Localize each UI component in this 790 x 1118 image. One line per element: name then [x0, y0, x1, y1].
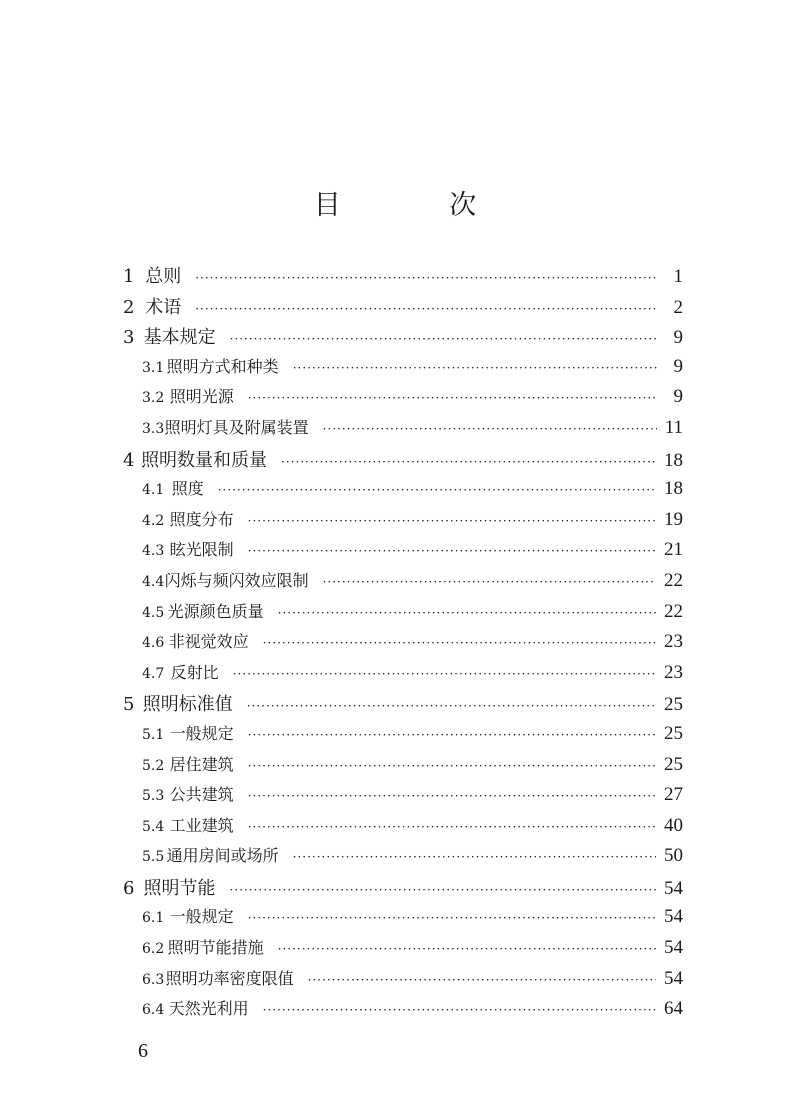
toc-entry-page: 50	[664, 845, 683, 867]
toc-entry-number: 6	[123, 877, 135, 899]
toc-entry[interactable]	[120, 599, 683, 630]
dot-leader	[263, 1003, 656, 1017]
toc-entry-number: 2	[123, 296, 135, 318]
toc-entry-number: 5.4	[142, 818, 165, 835]
toc-entry-number: 3.3	[142, 420, 165, 437]
toc-entry-label: 照度	[171, 479, 204, 499]
toc-entry-page: 40	[664, 814, 683, 836]
dot-leader	[248, 391, 657, 405]
page-title: 目 次	[313, 190, 527, 221]
toc-entry-label: 一般规定	[169, 723, 234, 743]
toc-entry-label: 照明标准值	[142, 694, 233, 716]
toc-entry[interactable]	[120, 507, 683, 538]
dot-leader	[248, 759, 656, 773]
toc-entry[interactable]	[120, 323, 683, 354]
toc-entry-label: 天然光利用	[168, 999, 249, 1019]
toc-entry-label: 照度分布	[169, 509, 234, 529]
toc-entry-number: 6.2	[142, 941, 165, 958]
dot-leader	[248, 514, 656, 528]
toc-entry-page: 27	[664, 784, 683, 806]
dot-leader	[230, 332, 657, 346]
toc-entry-page: 9	[673, 386, 683, 408]
toc-entry-label: 照明节能措施	[167, 938, 264, 958]
dot-leader	[323, 575, 656, 589]
toc-entry-label: 总则	[145, 266, 182, 287]
toc-entry-number: 3.1	[142, 359, 165, 376]
toc-entry[interactable]	[120, 752, 683, 783]
toc-entry[interactable]	[120, 476, 683, 507]
table-of-contents	[120, 262, 683, 1027]
page-number: 6	[138, 1040, 148, 1062]
toc-entry-page: 54	[664, 967, 683, 989]
toc-entry[interactable]	[120, 782, 683, 813]
toc-entry-label: 反射比	[170, 662, 219, 682]
dot-leader	[281, 455, 656, 469]
toc-entry-page: 25	[664, 694, 683, 716]
toc-entry-label: 照明功率密度限值	[165, 968, 294, 988]
toc-entry[interactable]	[120, 966, 683, 997]
toc-entry-page: 19	[664, 508, 683, 530]
toc-entry-label: 一般规定	[169, 907, 234, 927]
toc-entry-label: 居住建筑	[169, 754, 234, 774]
toc-entry-page: 18	[664, 449, 683, 471]
toc-entry-page: 11	[664, 416, 683, 438]
toc-entry-page: 23	[664, 631, 683, 653]
dot-leader	[248, 820, 656, 834]
toc-entry[interactable]	[120, 354, 683, 385]
dot-leader	[278, 942, 656, 956]
toc-entry-page: 54	[664, 906, 683, 928]
toc-entry-label: 照明数量和质量	[141, 449, 268, 471]
toc-entry-number: 6.1	[142, 910, 165, 927]
toc-entry-label: 术语	[145, 296, 182, 318]
toc-entry-page: 22	[664, 600, 683, 622]
toc-entry-number: 4.2	[142, 512, 165, 529]
toc-entry-page: 9	[673, 327, 683, 349]
toc-entry-number: 4	[123, 449, 135, 471]
toc-entry[interactable]	[120, 660, 683, 691]
toc-entry[interactable]	[120, 904, 683, 935]
dot-leader	[293, 361, 657, 375]
toc-entry-page: 54	[664, 877, 683, 899]
dot-leader	[230, 883, 656, 897]
toc-entry-number: 6.4	[142, 1002, 165, 1019]
toc-entry-number: 5.3	[142, 788, 165, 805]
toc-entry-label: 非视觉效应	[168, 632, 249, 652]
toc-entry-number: 4.7	[142, 665, 165, 682]
toc-entry-label: 光源颜色质量	[167, 601, 264, 621]
toc-entry-label: 照明灯具及附属装置	[164, 417, 309, 437]
toc-entry-page: 18	[664, 478, 683, 500]
toc-entry-number: 1	[123, 266, 135, 287]
toc-entry[interactable]	[120, 262, 683, 293]
toc-entry-page: 54	[664, 937, 683, 959]
toc-entry[interactable]	[120, 415, 683, 446]
toc-entry-label: 照明光源	[169, 387, 234, 407]
toc-entry-number: 4.3	[142, 543, 165, 560]
toc-entry-label: 闪烁与频闪效应限制	[164, 570, 309, 590]
dot-leader	[308, 973, 656, 987]
toc-entry-page: 25	[664, 722, 683, 744]
toc-entry-page: 21	[664, 539, 683, 561]
toc-entry[interactable]	[120, 721, 683, 752]
dot-leader	[195, 271, 657, 285]
dot-leader	[233, 667, 656, 681]
toc-entry-number: 5.5	[142, 849, 165, 866]
toc-entry-number: 5.1	[142, 726, 165, 743]
toc-entry-page: 25	[664, 753, 683, 775]
toc-entry[interactable]	[120, 568, 683, 599]
dot-leader	[218, 483, 656, 497]
toc-entry[interactable]	[120, 446, 683, 477]
toc-entry[interactable]	[120, 874, 683, 905]
toc-entry-label: 通用房间或场所	[166, 846, 279, 866]
dot-leader	[263, 636, 656, 650]
toc-entry-number: 6.3	[142, 971, 165, 988]
toc-entry[interactable]	[120, 813, 683, 844]
toc-entry-page: 1	[673, 266, 683, 287]
toc-entry-page: 2	[673, 296, 683, 318]
toc-entry[interactable]	[120, 996, 683, 1027]
dot-leader	[195, 302, 657, 316]
toc-entry-number: 4.5	[142, 604, 165, 621]
toc-entry-number: 3	[123, 327, 135, 349]
toc-entry[interactable]	[120, 935, 683, 966]
dot-leader	[293, 850, 656, 864]
toc-entry[interactable]	[120, 293, 683, 324]
toc-entry-number: 5.2	[142, 757, 165, 774]
toc-entry-label: 眩光限制	[169, 540, 234, 560]
toc-entry-label: 工业建筑	[169, 815, 234, 835]
dot-leader	[278, 606, 656, 620]
toc-entry-label: 照明方式和种类	[166, 356, 279, 376]
toc-entry-number: 4.4	[142, 573, 165, 590]
dot-leader	[323, 422, 657, 436]
toc-entry[interactable]	[120, 537, 683, 568]
dot-leader	[248, 728, 656, 742]
toc-entry-number: 3.2	[142, 390, 165, 407]
toc-entry-page: 22	[664, 569, 683, 591]
toc-entry-label: 照明节能	[143, 877, 216, 899]
toc-entry-page: 23	[664, 661, 683, 683]
toc-entry-number: 4.6	[142, 635, 165, 652]
toc-entry[interactable]	[120, 384, 683, 415]
toc-entry[interactable]	[120, 690, 683, 721]
dot-leader	[248, 789, 656, 803]
toc-entry[interactable]	[120, 843, 683, 874]
dot-leader	[248, 911, 656, 925]
toc-entry-number: 4.1	[142, 482, 165, 499]
dot-leader	[248, 544, 656, 558]
toc-entry-number: 5	[123, 694, 135, 716]
toc-entry-label: 公共建筑	[169, 785, 234, 805]
toc-entry[interactable]	[120, 629, 683, 660]
toc-entry-label: 基本规定	[143, 327, 216, 349]
toc-entry-page: 9	[673, 355, 683, 377]
dot-leader	[247, 699, 656, 713]
toc-entry-page: 64	[664, 998, 683, 1020]
